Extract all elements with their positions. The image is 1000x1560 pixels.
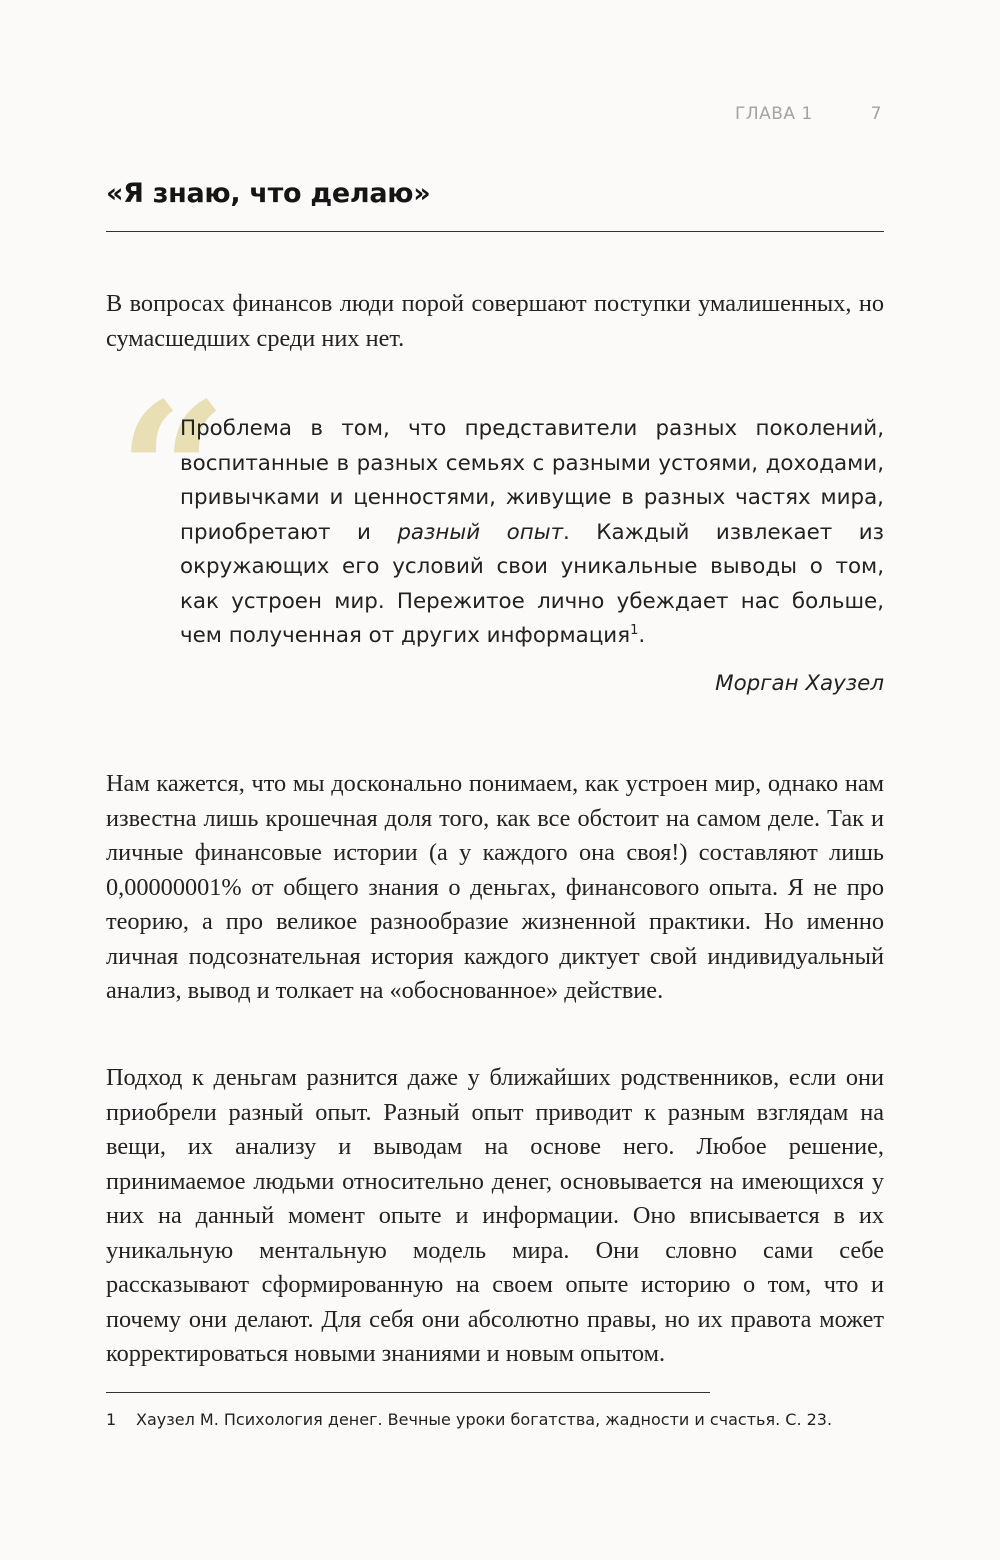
footnote-number: 1 <box>106 1410 117 1429</box>
quote-period: . <box>638 623 646 648</box>
quote-text-start: Проблема в том, что представители разных поколений, воспитанные в разных семьях с разными устоями, доходами, привычками и ценностями, живущие в разных частях мира, приобретают и <box>180 416 884 545</box>
footnote <box>106 1410 896 1429</box>
footnote-divider <box>106 1392 710 1393</box>
body-paragraph-1: Нам кажется, что мы досконально понимаем, как устроен мир, однако нам известна лишь крошечная доля того, как все обстоит на самом деле. Так и личные финансовые истории (а у каждого она своя!) составляют лишь 0,00000001% от общего знания о деньгах, финансового опыта. Я не про теорию, а про великое разнообразие жизненной практики. Но именно личная подсознательная история каждого диктует свой индивидуальный анализ, вывод и толкает на «обоснованное» действие. <box>106 770 884 1004</box>
quote-text-end: . Каждый извлекает из окружающих его условий свои уникальные выводы о том, как устроен мир. Пережитое лично убеждает нас больше, чем полученная от других информация <box>180 519 884 648</box>
footnote-text: Хаузел М. Психология денег. Вечные уроки богатства, жадности и счастья. С. 23. <box>136 1410 833 1429</box>
section-title: «Я знаю, что делаю» <box>106 178 431 209</box>
epigraph-quote <box>180 412 884 654</box>
body-paragraph-2: Подход к деньгам разнится даже у ближайших родственников, если они приобрели разный опыт. Разный опыт приводит к разным взглядам на вещи, их анализу и выводам на основе него. Любое решение, принимаемое людьми относительно денег, основывается на имеющихся у них на данный момент опыте и информации. Оно вписывается в их уникальную ментальную модель мира. Они словно сами себе рассказывают сформированную на своем опыте историю о том, что и почему они делают. Для себя они абсолютно правы, но их правота может корректироваться новыми знаниями и новым опытом. <box>106 1064 884 1367</box>
quote-emphasis: разный опыт <box>397 519 564 545</box>
chapter-label: ГЛАВА 1 <box>734 104 813 124</box>
running-head <box>735 104 882 124</box>
page-number: 7 <box>870 104 882 124</box>
footnote-reference: 1 <box>630 622 639 638</box>
title-divider <box>106 231 884 232</box>
intro-paragraph: В вопросах финансов люди порой совершают поступки умалишенных, но сумасшедших среди них нет. <box>106 290 884 352</box>
opening-quote-icon: “ <box>118 361 228 584</box>
quote-author: Морган Хаузел <box>715 671 884 696</box>
